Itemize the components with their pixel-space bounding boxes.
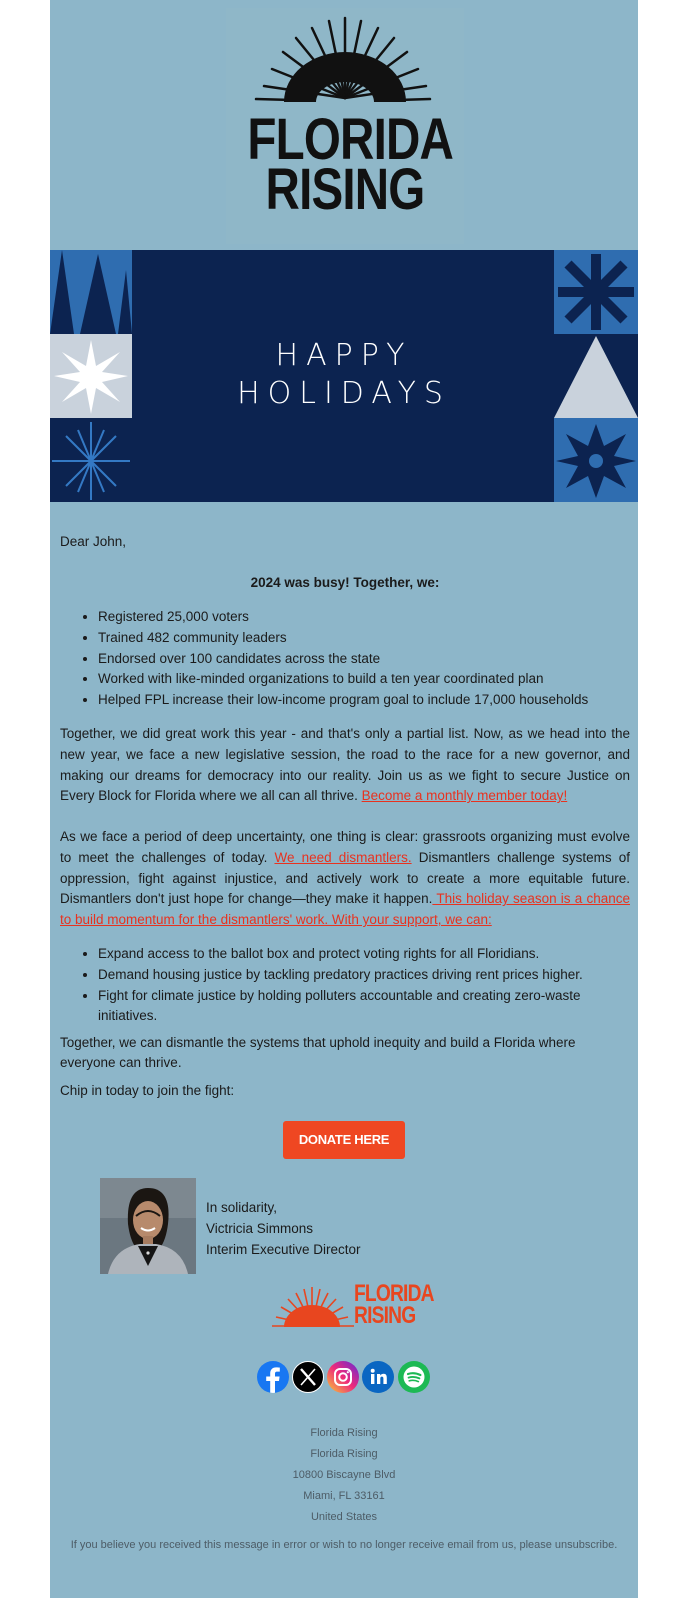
footer-address <box>50 1423 638 1528</box>
list-item: • Worked with like-minded organizations to build a ten year coordinated plan <box>98 669 630 690</box>
paragraph-1 <box>60 724 630 807</box>
footer-country: United States <box>310 1511 378 1523</box>
list-item: • Trained 482 community leaders <box>98 628 630 649</box>
footer-org-2: Florida Rising <box>310 1448 378 1460</box>
x-icon[interactable] <box>292 1361 324 1393</box>
greeting: Dear John, <box>60 534 127 549</box>
goals-list <box>60 944 630 1027</box>
donate-button[interactable]: DONATE HERE <box>283 1121 405 1159</box>
holiday-banner <box>50 250 638 502</box>
paragraph-2-text-b: Dismantlers challenge systems of oppression, fight against injustice, and actively work to create a more equitable future. Dismantlers don't just hope for change—they make it happen. <box>60 849 630 907</box>
signature-title: Interim Executive Director <box>206 1241 361 1257</box>
footer-org: Florida Rising <box>310 1427 378 1439</box>
holiday-season-link[interactable]: This holiday season is a chance to build momentum for the dismantlers' work. With your support, we can: <box>60 891 630 928</box>
linkedin-icon[interactable] <box>362 1361 394 1393</box>
unsubscribe-text[interactable]: If you believe you received this message in error or wish to no longer receive email from us, please unsubscribe. <box>70 1539 618 1551</box>
list-item: • Registered 25,000 voters <box>98 607 630 628</box>
footer-city: Miami, FL 33161 <box>303 1490 385 1502</box>
accomplishments-list <box>60 607 630 711</box>
list-item: • Expand access to the ballot box and protect voting rights for all Floridians. <box>98 944 630 965</box>
list-item: • Endorsed over 100 candidates across the state <box>98 649 630 670</box>
paragraph-2-text-a: As we face a period of deep uncertainty, one thing is clear: grassroots organizing must evolve to meet the challenges of today. <box>60 829 630 865</box>
portrait-icon <box>100 1178 196 1274</box>
instagram-icon[interactable] <box>327 1361 359 1393</box>
footer-logo-line2: RISING <box>354 1302 416 1329</box>
signature-name: Victricia Simmons <box>206 1220 314 1236</box>
intro-heading: 2024 was busy! Together, we: <box>250 575 440 590</box>
footer-sunburst-icon <box>268 1283 358 1333</box>
signature-closing: In solidarity, <box>206 1200 278 1215</box>
facebook-icon[interactable] <box>257 1361 289 1393</box>
footer-street: 10800 Biscayne Blvd <box>292 1469 396 1481</box>
dismantlers-link[interactable]: We need dismantlers. <box>274 849 412 865</box>
footer-logo-wordmark <box>354 1280 434 1329</box>
list-item: • Helped FPL increase their low-income program goal to include 17,000 households <box>98 690 630 711</box>
monthly-member-link[interactable]: Become a monthly member today! <box>361 788 568 804</box>
signature-block <box>206 1198 361 1260</box>
paragraph-1-text: Together, we did great work this year - and that's only a partial list. Now, as we head into the new year, we face a new legislative session, the road to the race for a new governor, and making our dreams for democracy into our reality. Join us as we fight to secure Justice on Every Block for Florida where we all can all thrive. <box>60 726 630 804</box>
paragraph-2 <box>60 827 630 931</box>
chip-in-text: Chip in today to join the fight: <box>60 1083 235 1098</box>
email-container <box>50 0 638 1598</box>
footer-logo-line1: FLORIDA <box>354 1280 434 1307</box>
logo-wordmark-line1: FLORIDA <box>247 107 454 172</box>
sunburst-icon <box>226 8 464 118</box>
spotify-icon[interactable] <box>398 1361 430 1393</box>
signer-photo <box>100 1178 196 1274</box>
paragraph-3: Together, we can dismantle the systems that uphold inequity and build a Florida where everyone can thrive. <box>60 1034 576 1071</box>
banner-holidays: HOLIDAYS <box>237 376 451 411</box>
list-item: • Demand housing justice by tackling predatory practices driving rent prices higher. <box>98 965 630 986</box>
list-item: • Fight for climate justice by holding polluters accountable and creating zero-waste initiatives. <box>98 986 630 1028</box>
logo-wordmark-line2: RISING <box>265 157 425 222</box>
banner-happy: HAPPY <box>275 338 413 373</box>
header-logo <box>226 8 464 244</box>
